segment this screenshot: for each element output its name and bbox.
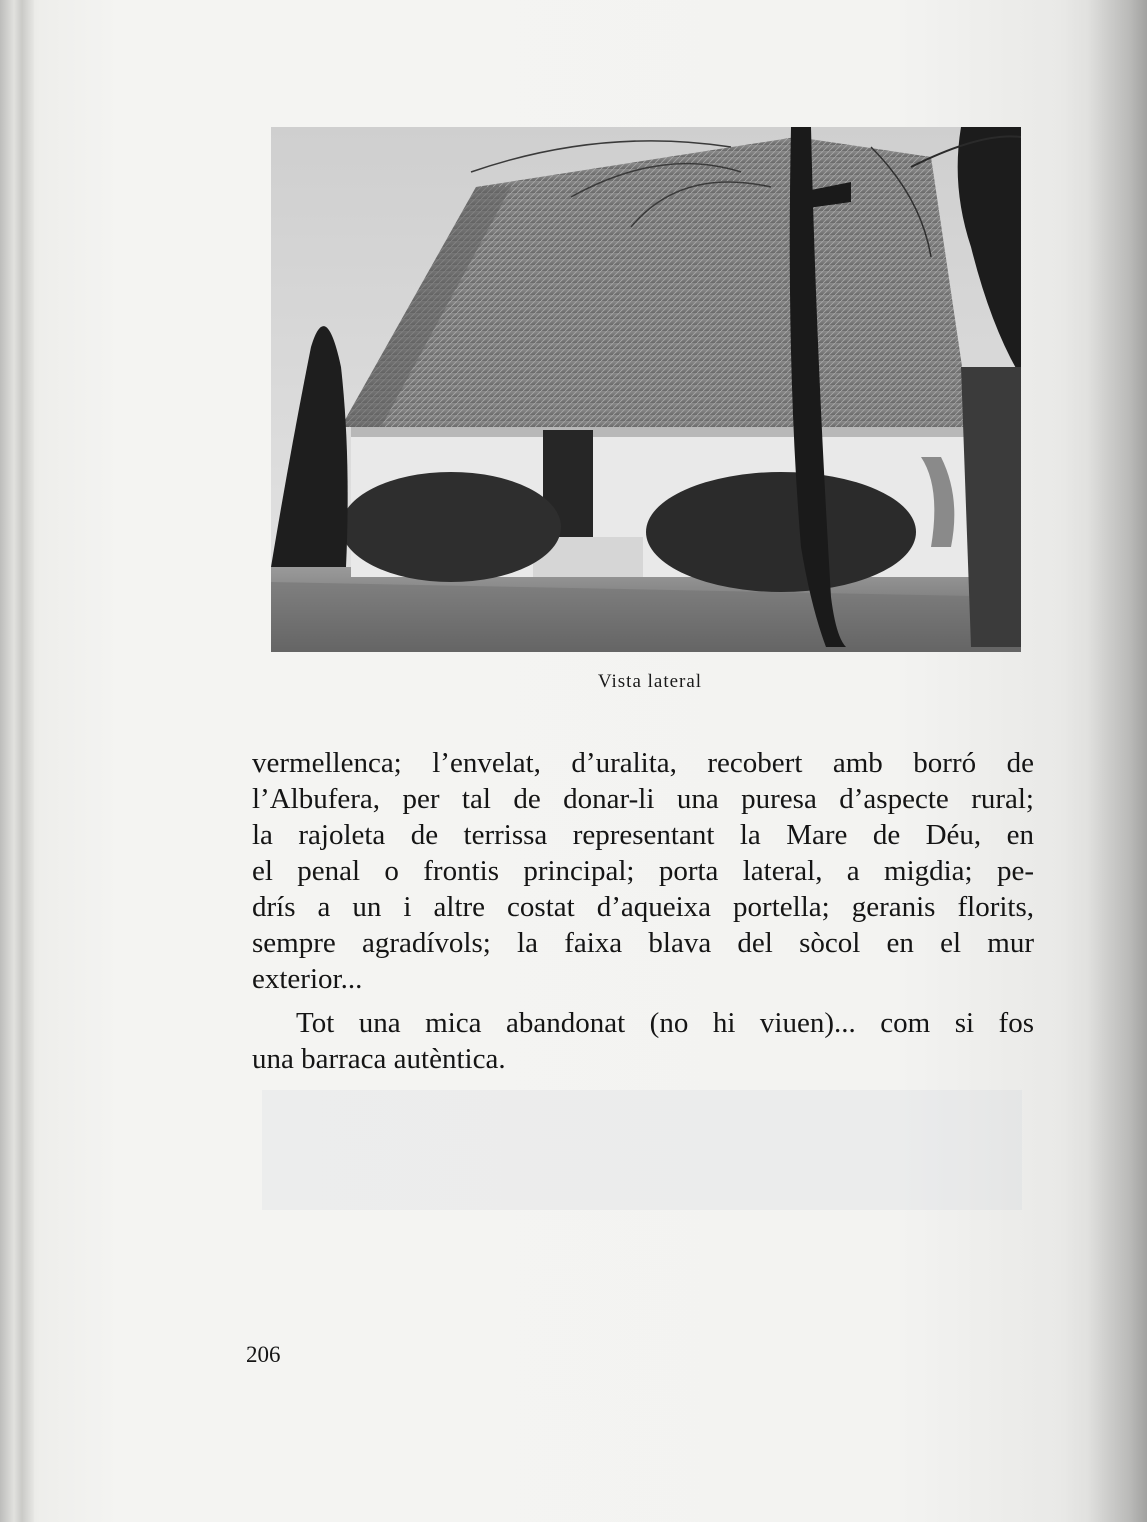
photo-icon (271, 127, 1021, 652)
paragraph-1 (252, 745, 1034, 997)
page-stack-edge (0, 0, 34, 1522)
photograph (271, 127, 1021, 652)
text-line: sempre agradívols; la faixa blava del sòcol en el mur (252, 927, 1034, 959)
body-text (252, 745, 1034, 1077)
text-line: drís a un i altre costat d’aqueixa portella; geranis florits, (252, 891, 1034, 923)
paragraph-2 (252, 1005, 1034, 1077)
text-line: Tot una mica abandonat (no hi viuen)... com si fos (296, 1007, 1034, 1039)
text-line: l’Albufera, per tal de donar-li una puresa d’aspecte rural; (252, 783, 1034, 815)
page-number: 206 (246, 1342, 281, 1367)
binding-shadow (1087, 0, 1147, 1522)
text-line: una barraca autèntica. (252, 1043, 506, 1075)
show-through-shadow (262, 1090, 1022, 1210)
text-line: vermellenca; l’envelat, d’uralita, recobert amb borró de (252, 747, 1034, 779)
text-line: el penal o frontis principal; porta lateral, a migdia; pe- (252, 855, 1034, 887)
text-line: la rajoleta de terrissa representant la Mare de Déu, en (252, 819, 1034, 851)
text-line: exterior... (252, 963, 363, 995)
figure-caption: Vista lateral (597, 671, 703, 692)
